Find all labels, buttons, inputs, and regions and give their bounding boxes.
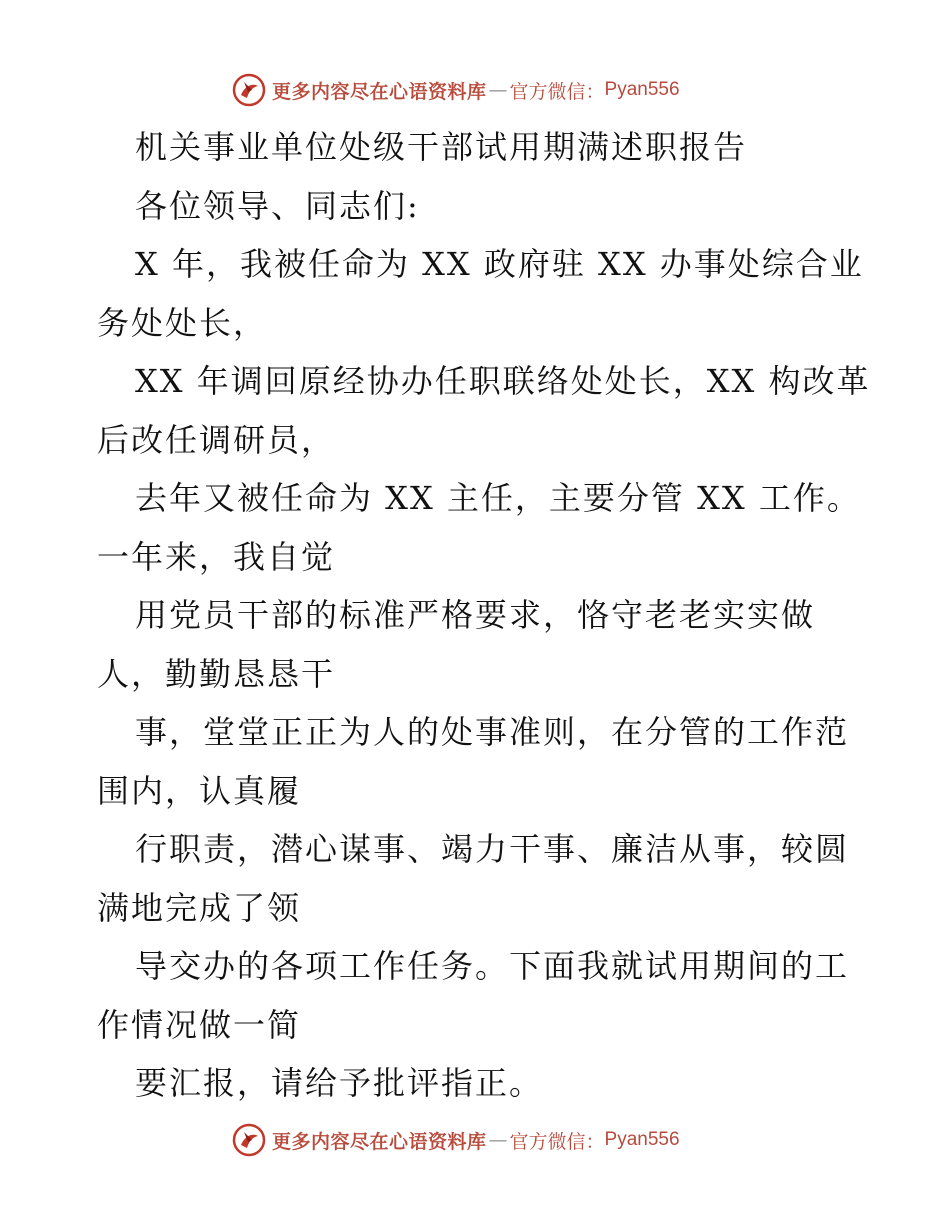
paragraph-line: 去年又被任命为 XX 主任，主要分管 XX 工作。 (135, 479, 861, 517)
wechat-id: Pyan556 (604, 1129, 680, 1150)
red-ribbon-logo-icon (232, 73, 266, 107)
banner-separator: — (488, 1129, 508, 1151)
document-body (97, 118, 871, 1113)
banner-separator: — (488, 79, 508, 101)
paragraph-line: 要汇报，请给予批评指正。 (135, 1064, 544, 1102)
paragraph-line: 一年来，我自觉 (97, 537, 336, 576)
official-wechat-label: 官方微信： (509, 80, 605, 103)
wechat-id: Pyan556 (604, 79, 680, 100)
paragraph-line: 满地完成了领 (97, 888, 302, 927)
brand-text: 更多内容尽在心语资料库 (272, 1130, 487, 1153)
paragraph-line: 后改任调研员， (97, 420, 336, 459)
paragraph-line: 事，堂堂正正为人的处事准则，在分管的工作范 (135, 713, 850, 751)
paragraph-line: 导交办的各项工作任务。下面我就试用期间的工 (135, 947, 850, 985)
paragraph-line: 行职责，潜心谋事、竭力干事、廉洁从事，较圆 (135, 830, 850, 868)
salutation: 各位领导、同志们: (135, 186, 420, 225)
document-title: 机关事业单位处级干部试用期满述职报告 (135, 128, 748, 166)
header-banner (232, 71, 680, 109)
paragraph-line: 作情况做一简 (97, 1005, 302, 1044)
paragraph-line: 人，勤勤恳恳干 (97, 654, 336, 693)
footer-banner (232, 1121, 680, 1159)
red-ribbon-logo-icon (232, 1123, 266, 1157)
paragraph-line: 用党员干部的标准严格要求，恪守老老实实做 (135, 596, 816, 634)
paragraph-line: XX 年调回原经协办任职联络处处长，XX 构改革 (135, 362, 871, 400)
paragraph-line: 围内，认真履 (97, 771, 302, 810)
official-wechat-label: 官方微信： (509, 1130, 605, 1153)
paragraph-line: X 年，我被任命为 XX 政府驻 XX 办事处综合业 (135, 245, 864, 283)
paragraph-line: 务处处长， (97, 303, 268, 342)
brand-text: 更多内容尽在心语资料库 (272, 80, 487, 103)
